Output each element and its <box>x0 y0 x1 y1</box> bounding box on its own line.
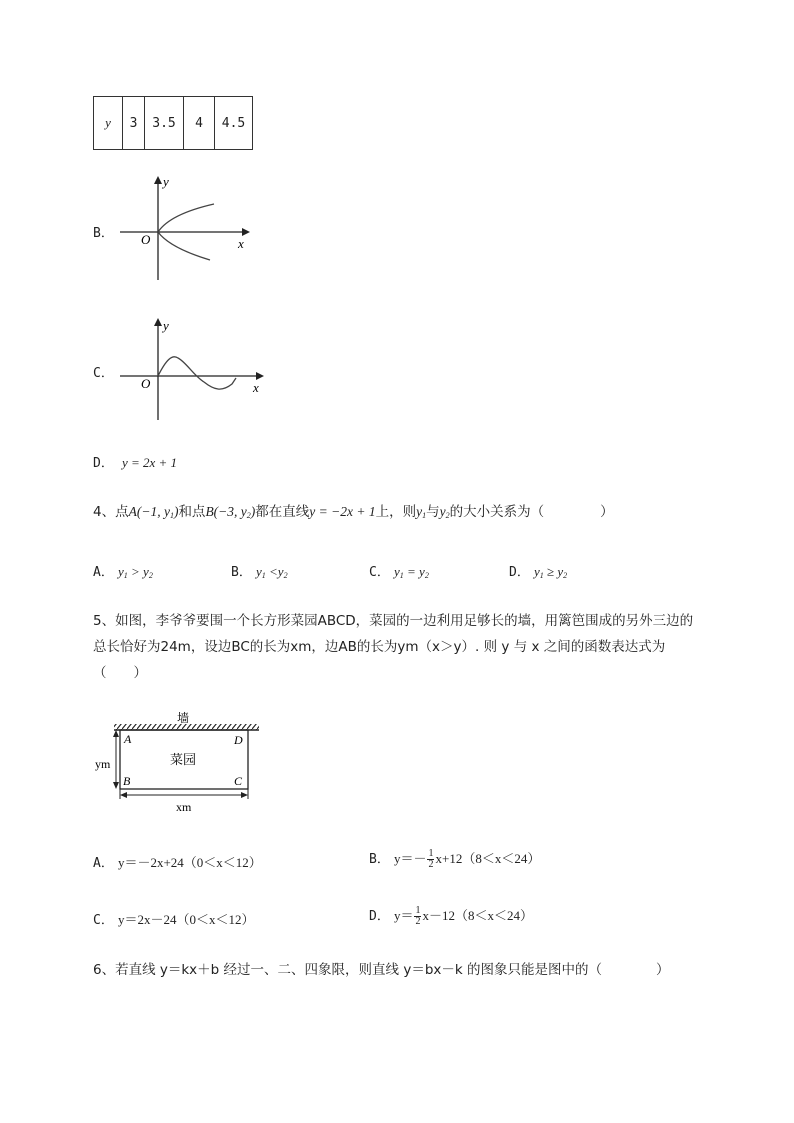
q5-choice-d <box>369 905 533 927</box>
q4-choice-b <box>231 561 288 580</box>
choice-expression: $y_1 <y_2$ <box>255 564 288 580</box>
q4-text: 的大小关系为（ <box>449 504 545 520</box>
option-d-formula: y = 2x + 1 <box>121 455 178 470</box>
choice-expression: x－12（8＜x＜24） <box>422 908 533 923</box>
option-d-label: D． <box>93 456 114 471</box>
question-6: 6、若直线 y＝kx＋b 经过一、二、四象限，则直线 y＝bx－k 的图象只能是图中的（ ） <box>93 962 670 978</box>
point-b: B(−3, $y_2$) <box>205 504 256 520</box>
choice-label: B． <box>369 852 390 867</box>
choice-expression: y＝ <box>393 908 414 923</box>
choice-expression: x+12（8＜x＜24） <box>435 851 541 866</box>
q5-line-2: 总长恰好为24m，设边BC的长为xm，边AB的长为ym（x＞y）. 则 y 与 x 之间的函数表达式为 <box>93 639 666 655</box>
q5-choice-a <box>93 852 262 871</box>
wall-label: 墙 <box>177 711 190 725</box>
y-axis-label: y <box>163 174 169 189</box>
vertex-d: D <box>234 733 243 747</box>
choice-expression: $y_1 \ge y_2$ <box>533 564 568 580</box>
choice-label: A． <box>93 565 114 580</box>
vertex-a: A <box>124 732 132 746</box>
q4-text: 上，则 <box>375 504 417 520</box>
choice-expression: y＝－ <box>393 851 427 866</box>
choice-label: D． <box>369 909 390 924</box>
table-cell: 3.5 <box>145 97 184 150</box>
option-c-label: C． <box>93 366 114 381</box>
garden-label: 菜园 <box>170 753 197 768</box>
y-value-table <box>93 96 253 150</box>
table-cell: 3 <box>123 97 145 150</box>
q4-text: 点 <box>115 504 129 520</box>
q5-line-3: （ ） <box>93 665 147 681</box>
point-a: A(−1, $y_1$) <box>128 504 179 520</box>
garden-figure <box>92 705 267 815</box>
line-equation: y = −2x + 1 <box>309 504 376 519</box>
choice-label: C． <box>93 913 114 928</box>
x-axis-label: x <box>253 380 259 395</box>
choice-expression: y＝2x－24（0＜x＜12） <box>117 912 255 927</box>
question-number: 4、 <box>93 504 116 520</box>
vertex-c: C <box>234 774 243 788</box>
choice-label: C． <box>369 565 390 580</box>
option-b-graph <box>110 172 260 284</box>
choice-label: B． <box>231 565 252 580</box>
q4-choice-a <box>93 561 153 580</box>
choice-expression: $y_1 = y_2$ <box>393 564 429 580</box>
y1-symbol: $y_1$ <box>416 504 427 520</box>
option-d <box>93 452 177 471</box>
q4-choice-d <box>509 561 567 580</box>
side-bc-label: xm <box>176 800 192 814</box>
y-axis-label: y <box>163 318 169 333</box>
y2-symbol: $y_2$ <box>439 504 450 520</box>
fraction: $\frac{1}{2}$ <box>415 905 421 927</box>
origin-label: O <box>141 376 151 391</box>
q4-text: 与 <box>426 504 440 520</box>
option-c-graph <box>110 314 275 424</box>
choice-label: D． <box>509 565 530 580</box>
table-cell: 4 <box>184 97 215 150</box>
question-4 <box>93 500 614 520</box>
table-cell: 4.5 <box>215 97 253 150</box>
side-ab-label: ym <box>95 757 111 771</box>
choice-expression: y＝－2x+24（0＜x＜12） <box>117 855 262 870</box>
q5-choice-c <box>93 909 254 928</box>
q4-text: ） <box>600 504 614 520</box>
option-b-label: B． <box>93 226 114 241</box>
choice-expression: $y_1 > y_2$ <box>117 564 153 580</box>
choice-label: A． <box>93 856 114 871</box>
q5-choice-b <box>369 848 540 870</box>
vertex-b: B <box>123 774 131 788</box>
q4-text: 和点 <box>178 504 206 520</box>
q5-line-1: 5、如图，李爷爷要围一个长方形菜园ABCD，菜园的一边利用足够长的墙，用篱笆围成的另外三边的 <box>93 613 694 629</box>
q4-text: 都在直线 <box>255 504 310 520</box>
origin-label: O <box>141 232 151 247</box>
x-axis-label: x <box>238 236 244 251</box>
table-row-label: y <box>94 97 123 150</box>
q4-choice-c <box>369 561 429 580</box>
fraction: $\frac{1}{2}$ <box>428 848 434 870</box>
